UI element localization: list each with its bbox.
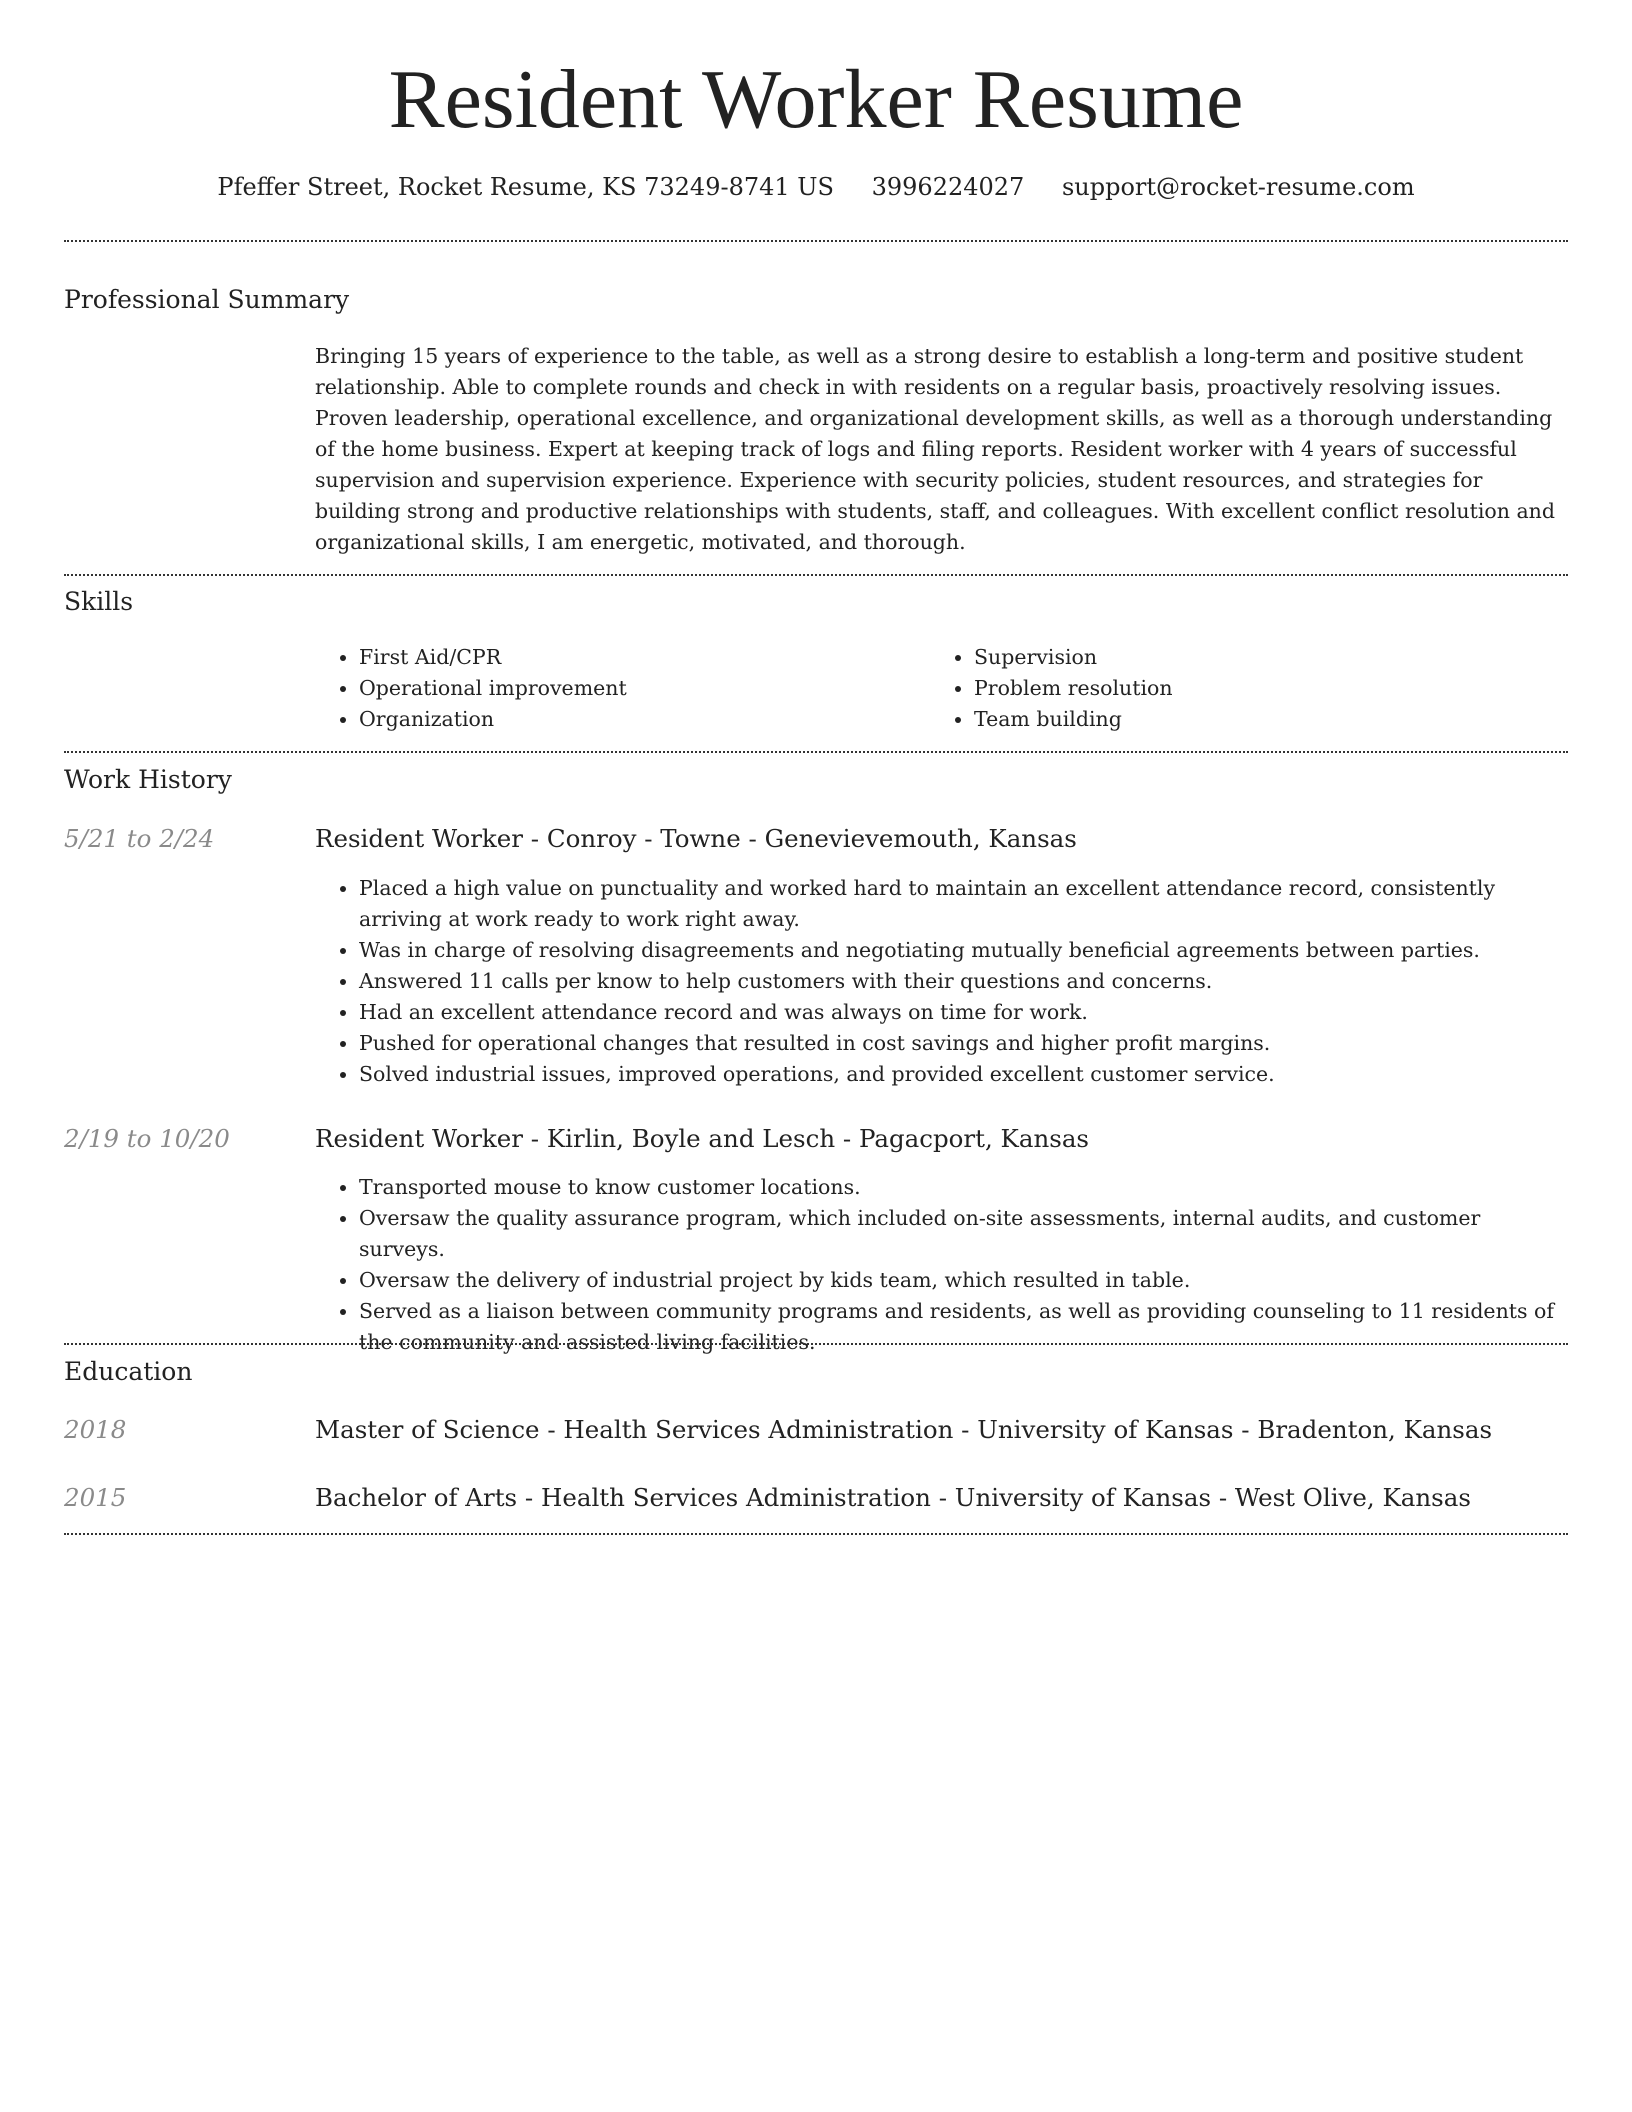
- job-dates: 2/19 to 10/20: [64, 1124, 230, 1153]
- phone: 3996224027: [871, 173, 1025, 201]
- skill-item: • Supervision: [974, 642, 1530, 673]
- job-bullet: • Had an excellent attendance record and was always on time for work.: [359, 997, 1568, 1028]
- job-bullet: • Pushed for operational changes that resulted in cost savings and higher profit margins.: [359, 1028, 1568, 1059]
- education-year: 2018: [64, 1415, 127, 1444]
- contact-line: [0, 170, 1632, 204]
- job-bullet: • Served as a liaison between community programs and residents, as well as providing counseling to 11 residents of the community and assisted living facilities.: [359, 1296, 1568, 1358]
- job-bullet: • Oversaw the delivery of industrial project by kids team, which resulted in table.: [359, 1265, 1568, 1296]
- skill-item: • First Aid/CPR: [359, 642, 915, 673]
- job-bullet: • Was in charge of resolving disagreements and negotiating mutually beneficial agreements between parties.: [359, 935, 1568, 966]
- divider: [64, 574, 1568, 576]
- job-bullets: [315, 1172, 1568, 1358]
- resume-title: Resident Worker Resume: [388, 53, 1244, 146]
- summary-heading: Professional Summary: [64, 285, 350, 314]
- skill-item: • Operational improvement: [359, 673, 915, 704]
- summary-text: Bringing 15 years of experience to the table, as well as a strong desire to establish a long-term and positive student relationship. Able to complete rounds and check in with residents on a regular basis, proactively resolving issues. Proven leadership, operational excellence, and organizational development skills, as well as a thorough understanding of the home business. Expert at keeping track of logs and filing reports. Resident worker with 4 years of successful supervision and supervision experience. Experience with security policies, student resources, and strategies for building strong and productive relationships with students, staff, and colleagues. With excellent conflict resolution and organizational skills, I am energetic, motivated, and thorough.: [315, 344, 1556, 554]
- divider: [64, 240, 1568, 242]
- work-heading: Work History: [64, 765, 232, 794]
- divider: [64, 1343, 1568, 1345]
- skill-item: • Team building: [974, 704, 1530, 735]
- skills-heading: Skills: [64, 587, 134, 616]
- skill-item: • Organization: [359, 704, 915, 735]
- skill-item: • Problem resolution: [974, 673, 1530, 704]
- job-bullet: • Oversaw the quality assurance program, which included on-site assessments, internal audits, and customer surveys.: [359, 1203, 1568, 1265]
- address: Pfeffer Street, Rocket Resume, KS 73249-8741 US: [217, 173, 834, 201]
- education-line: Master of Science - Health Services Administration - University of Kansas - Bradenton, Kansas: [315, 1415, 1493, 1444]
- job-bullet: • Solved industrial issues, improved operations, and provided excellent customer service.: [359, 1059, 1568, 1090]
- job-bullet: • Transported mouse to know customer locations.: [359, 1172, 1568, 1203]
- job-title-line: Resident Worker - Conroy - Towne - Genevievemouth, Kansas: [315, 824, 1077, 853]
- job-bullet: • Placed a high value on punctuality and worked hard to maintain an excellent attendance record, consistently arriving at work ready to work right away.: [359, 873, 1568, 935]
- job-dates: 5/21 to 2/24: [64, 824, 215, 853]
- job-bullets: [315, 873, 1568, 1090]
- education-line: Bachelor of Arts - Health Services Administration - University of Kansas - West Olive, Kansas: [315, 1483, 1471, 1512]
- email: support@rocket-resume.com: [1061, 173, 1415, 201]
- education-heading: Education: [64, 1357, 193, 1386]
- skills-left-column: [315, 642, 915, 735]
- job-title-line: Resident Worker - Kirlin, Boyle and Lesch - Pagacport, Kansas: [315, 1124, 1089, 1153]
- divider: [64, 751, 1568, 753]
- job-bullet: • Answered 11 calls per know to help customers with their questions and concerns.: [359, 966, 1568, 997]
- education-year: 2015: [64, 1483, 127, 1512]
- skills-right-column: [930, 642, 1530, 735]
- divider: [64, 1533, 1568, 1535]
